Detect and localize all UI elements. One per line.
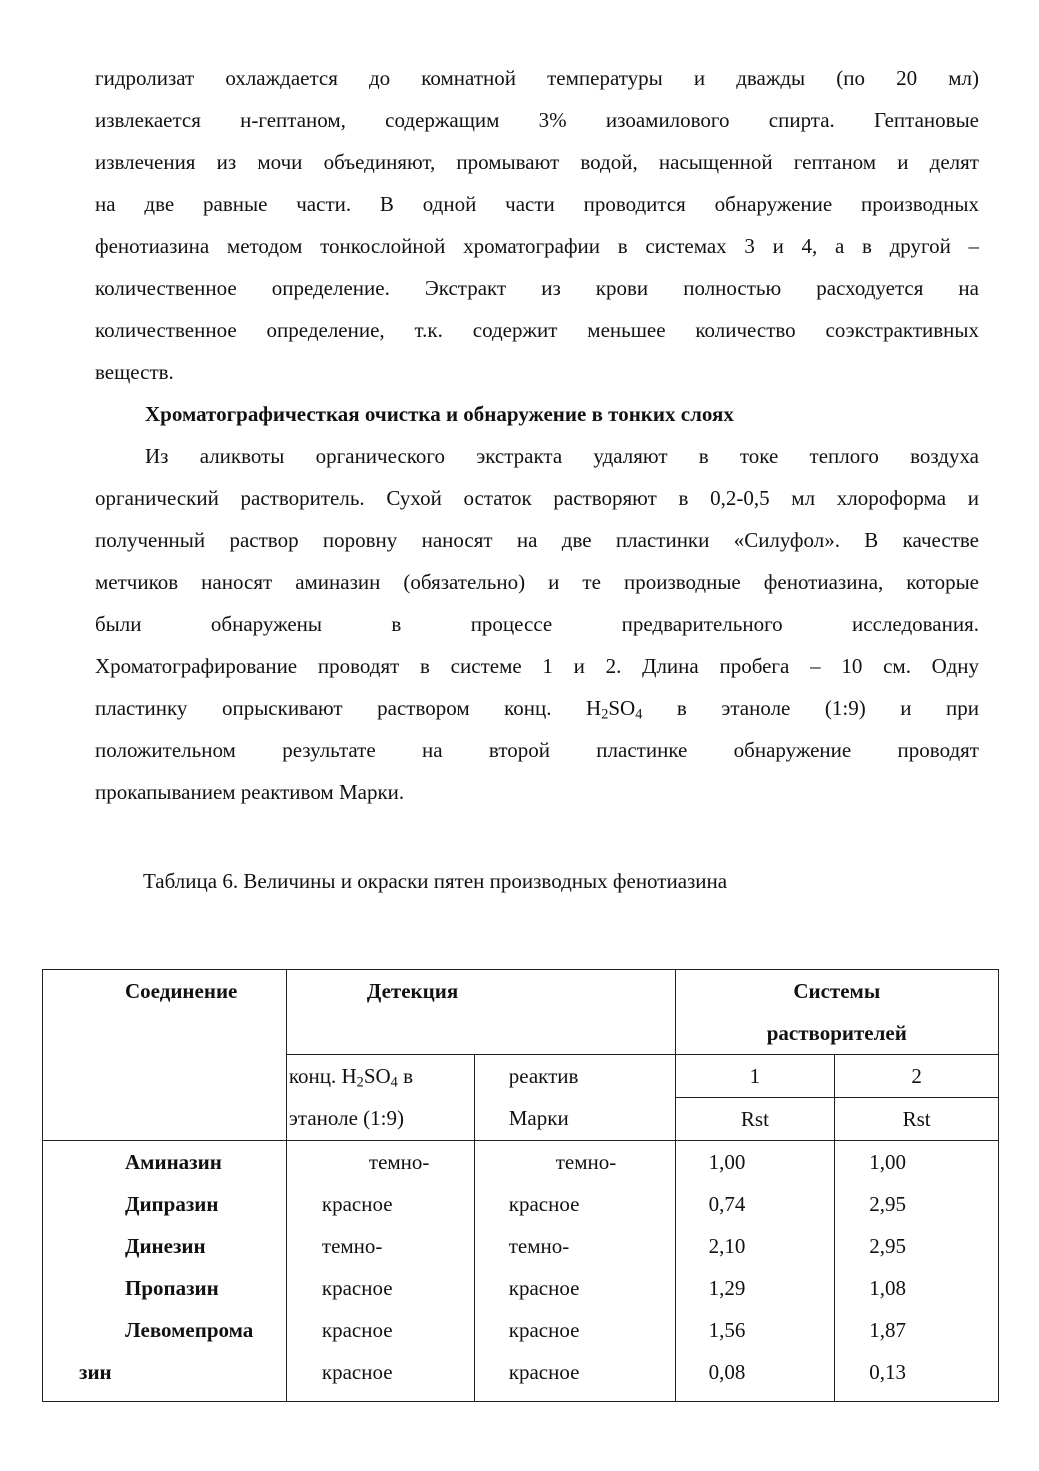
compound-name: Аминазин xyxy=(125,1150,222,1174)
header-systems-sub xyxy=(675,1055,998,1141)
rst-value: 1,56 xyxy=(708,1318,746,1342)
text-line: Хроматографирование проводят в системе 1 и 2. Длина пробега – 10 см. Одну xyxy=(95,654,979,678)
rst-value: 0,08 xyxy=(708,1360,746,1384)
text-line: органический растворитель. Сухой остаток растворяют в 0,2-0,5 мл хлороформа и xyxy=(95,486,979,510)
detection-color: красное xyxy=(508,1318,580,1342)
detection-color: темно- xyxy=(508,1234,570,1258)
subscript: 2 xyxy=(356,1074,364,1091)
header-label: 1 xyxy=(749,1064,761,1088)
detection-color: красное xyxy=(321,1276,393,1300)
detection-color: красное xyxy=(321,1360,393,1384)
compound-name: зин xyxy=(79,1360,112,1384)
header-label: Соединение xyxy=(125,979,238,1003)
h2so4-column xyxy=(286,1141,474,1402)
table-body-row xyxy=(43,1141,999,1402)
text-fragment: конц. H xyxy=(288,1064,357,1088)
text-fragment: SO xyxy=(608,696,636,720)
subscript: 4 xyxy=(635,706,643,723)
table-header-row xyxy=(43,970,999,1055)
detection-color: темно- xyxy=(555,1150,617,1174)
text-line: прокапыванием реактивом Марки. xyxy=(95,780,405,804)
rst-value: 0,74 xyxy=(708,1192,746,1216)
text-line: количественное определение. Экстракт из крови полностью расходуется на xyxy=(95,276,979,300)
header-rst-1 xyxy=(676,1098,835,1141)
header-system-1 xyxy=(676,1055,835,1098)
header-label: этаноле (1:9) xyxy=(288,1106,404,1130)
rst-value: 1,29 xyxy=(708,1276,746,1300)
header-detection xyxy=(286,970,675,1055)
header-label: реактив xyxy=(508,1064,579,1088)
detection-color: темно- xyxy=(368,1150,430,1174)
subscript: 2 xyxy=(601,706,609,723)
header-system-2 xyxy=(835,1055,998,1098)
text-fragment: пластинку опрыскивают раствором конц. H xyxy=(95,696,602,720)
text-line: Из аликвоты органического экстракта удаляют в токе теплого воздуха xyxy=(145,444,979,468)
text-fragment: в этаноле (1:9) и при xyxy=(642,696,979,720)
text-fragment: в xyxy=(397,1064,413,1088)
system2-column xyxy=(835,1141,999,1402)
rst-value: 2,95 xyxy=(869,1234,907,1258)
detection-color: красное xyxy=(321,1192,393,1216)
rst-value: 1,87 xyxy=(869,1318,907,1342)
text-line: полученный раствор поровну наносят на две пластинки «Силуфол». В качестве xyxy=(95,528,979,552)
text-line: фенотиазина методом тонкослойной хроматографии в системах 3 и 4, а в другой – xyxy=(95,234,979,258)
text-line: были обнаружены в процессе предварительного исследования. xyxy=(95,612,979,636)
compound-name: Дипразин xyxy=(125,1192,219,1216)
data-table xyxy=(42,969,999,1402)
compound-column xyxy=(43,1141,287,1402)
text-line: извлекается н-гептаном, содержащим 3% изоамилового спирта. Гептановые xyxy=(95,108,979,132)
detection-color: красное xyxy=(508,1276,580,1300)
rst-value: 1,00 xyxy=(708,1150,746,1174)
rst-value: 2,10 xyxy=(708,1234,746,1258)
header-label: Марки xyxy=(508,1106,569,1130)
section-heading: Хроматографичесткая очистка и обнаружение в тонких слоях xyxy=(145,402,734,426)
header-systems xyxy=(675,970,998,1055)
header-label xyxy=(289,1055,474,1097)
detection-color: темно- xyxy=(321,1234,383,1258)
header-rst-2 xyxy=(835,1098,998,1141)
compound-name: Динезин xyxy=(125,1234,206,1258)
rst-value: 1,00 xyxy=(869,1150,907,1174)
table-caption: Таблица 6. Величины и окраски пятен производных фенотиазина xyxy=(143,869,728,893)
header-h2so4 xyxy=(286,1055,474,1141)
detection-color: красное xyxy=(321,1318,393,1342)
text-line: метчиков наносят аминазин (обязательно) и те производные фенотиазина, которые xyxy=(95,570,979,594)
text-line: положительном результате на второй пластинке обнаружение проводят xyxy=(95,738,979,762)
header-marquis xyxy=(474,1055,675,1141)
rst-value: 2,95 xyxy=(869,1192,907,1216)
header-label: растворителей xyxy=(766,1021,907,1045)
header-compound xyxy=(43,970,287,1141)
header-label: Rst xyxy=(740,1107,769,1131)
marquis-column xyxy=(474,1141,675,1402)
text-line: количественное определение, т.к. содержит меньшее количество соэкстрактивных xyxy=(95,318,979,342)
header-label: Детекция xyxy=(366,979,459,1003)
rst-value: 0,13 xyxy=(869,1360,907,1384)
header-label: Rst xyxy=(902,1107,931,1131)
text-line: извлечения из мочи объединяют, промывают водой, насыщенной гептаном и делят xyxy=(95,150,979,174)
text-fragment: SO xyxy=(363,1064,391,1088)
subscript: 4 xyxy=(390,1074,398,1091)
text-line xyxy=(95,687,979,729)
text-line: на две равные части. В одной части проводится обнаружение производных xyxy=(95,192,979,216)
text-line: веществ. xyxy=(95,360,174,384)
systems-subtable xyxy=(676,1055,998,1140)
paragraph-1 xyxy=(95,57,979,813)
compound-name: Левомепрома xyxy=(125,1318,254,1342)
detection-color: красное xyxy=(508,1192,580,1216)
rst-value: 1,08 xyxy=(869,1276,907,1300)
header-label: Системы xyxy=(793,979,881,1003)
text-line: гидролизат охлаждается до комнатной температуры и дважды (по 20 мл) xyxy=(95,66,979,90)
detection-color: красное xyxy=(508,1360,580,1384)
system1-column xyxy=(675,1141,835,1402)
compound-name: Пропазин xyxy=(125,1276,219,1300)
header-label: 2 xyxy=(911,1064,922,1088)
